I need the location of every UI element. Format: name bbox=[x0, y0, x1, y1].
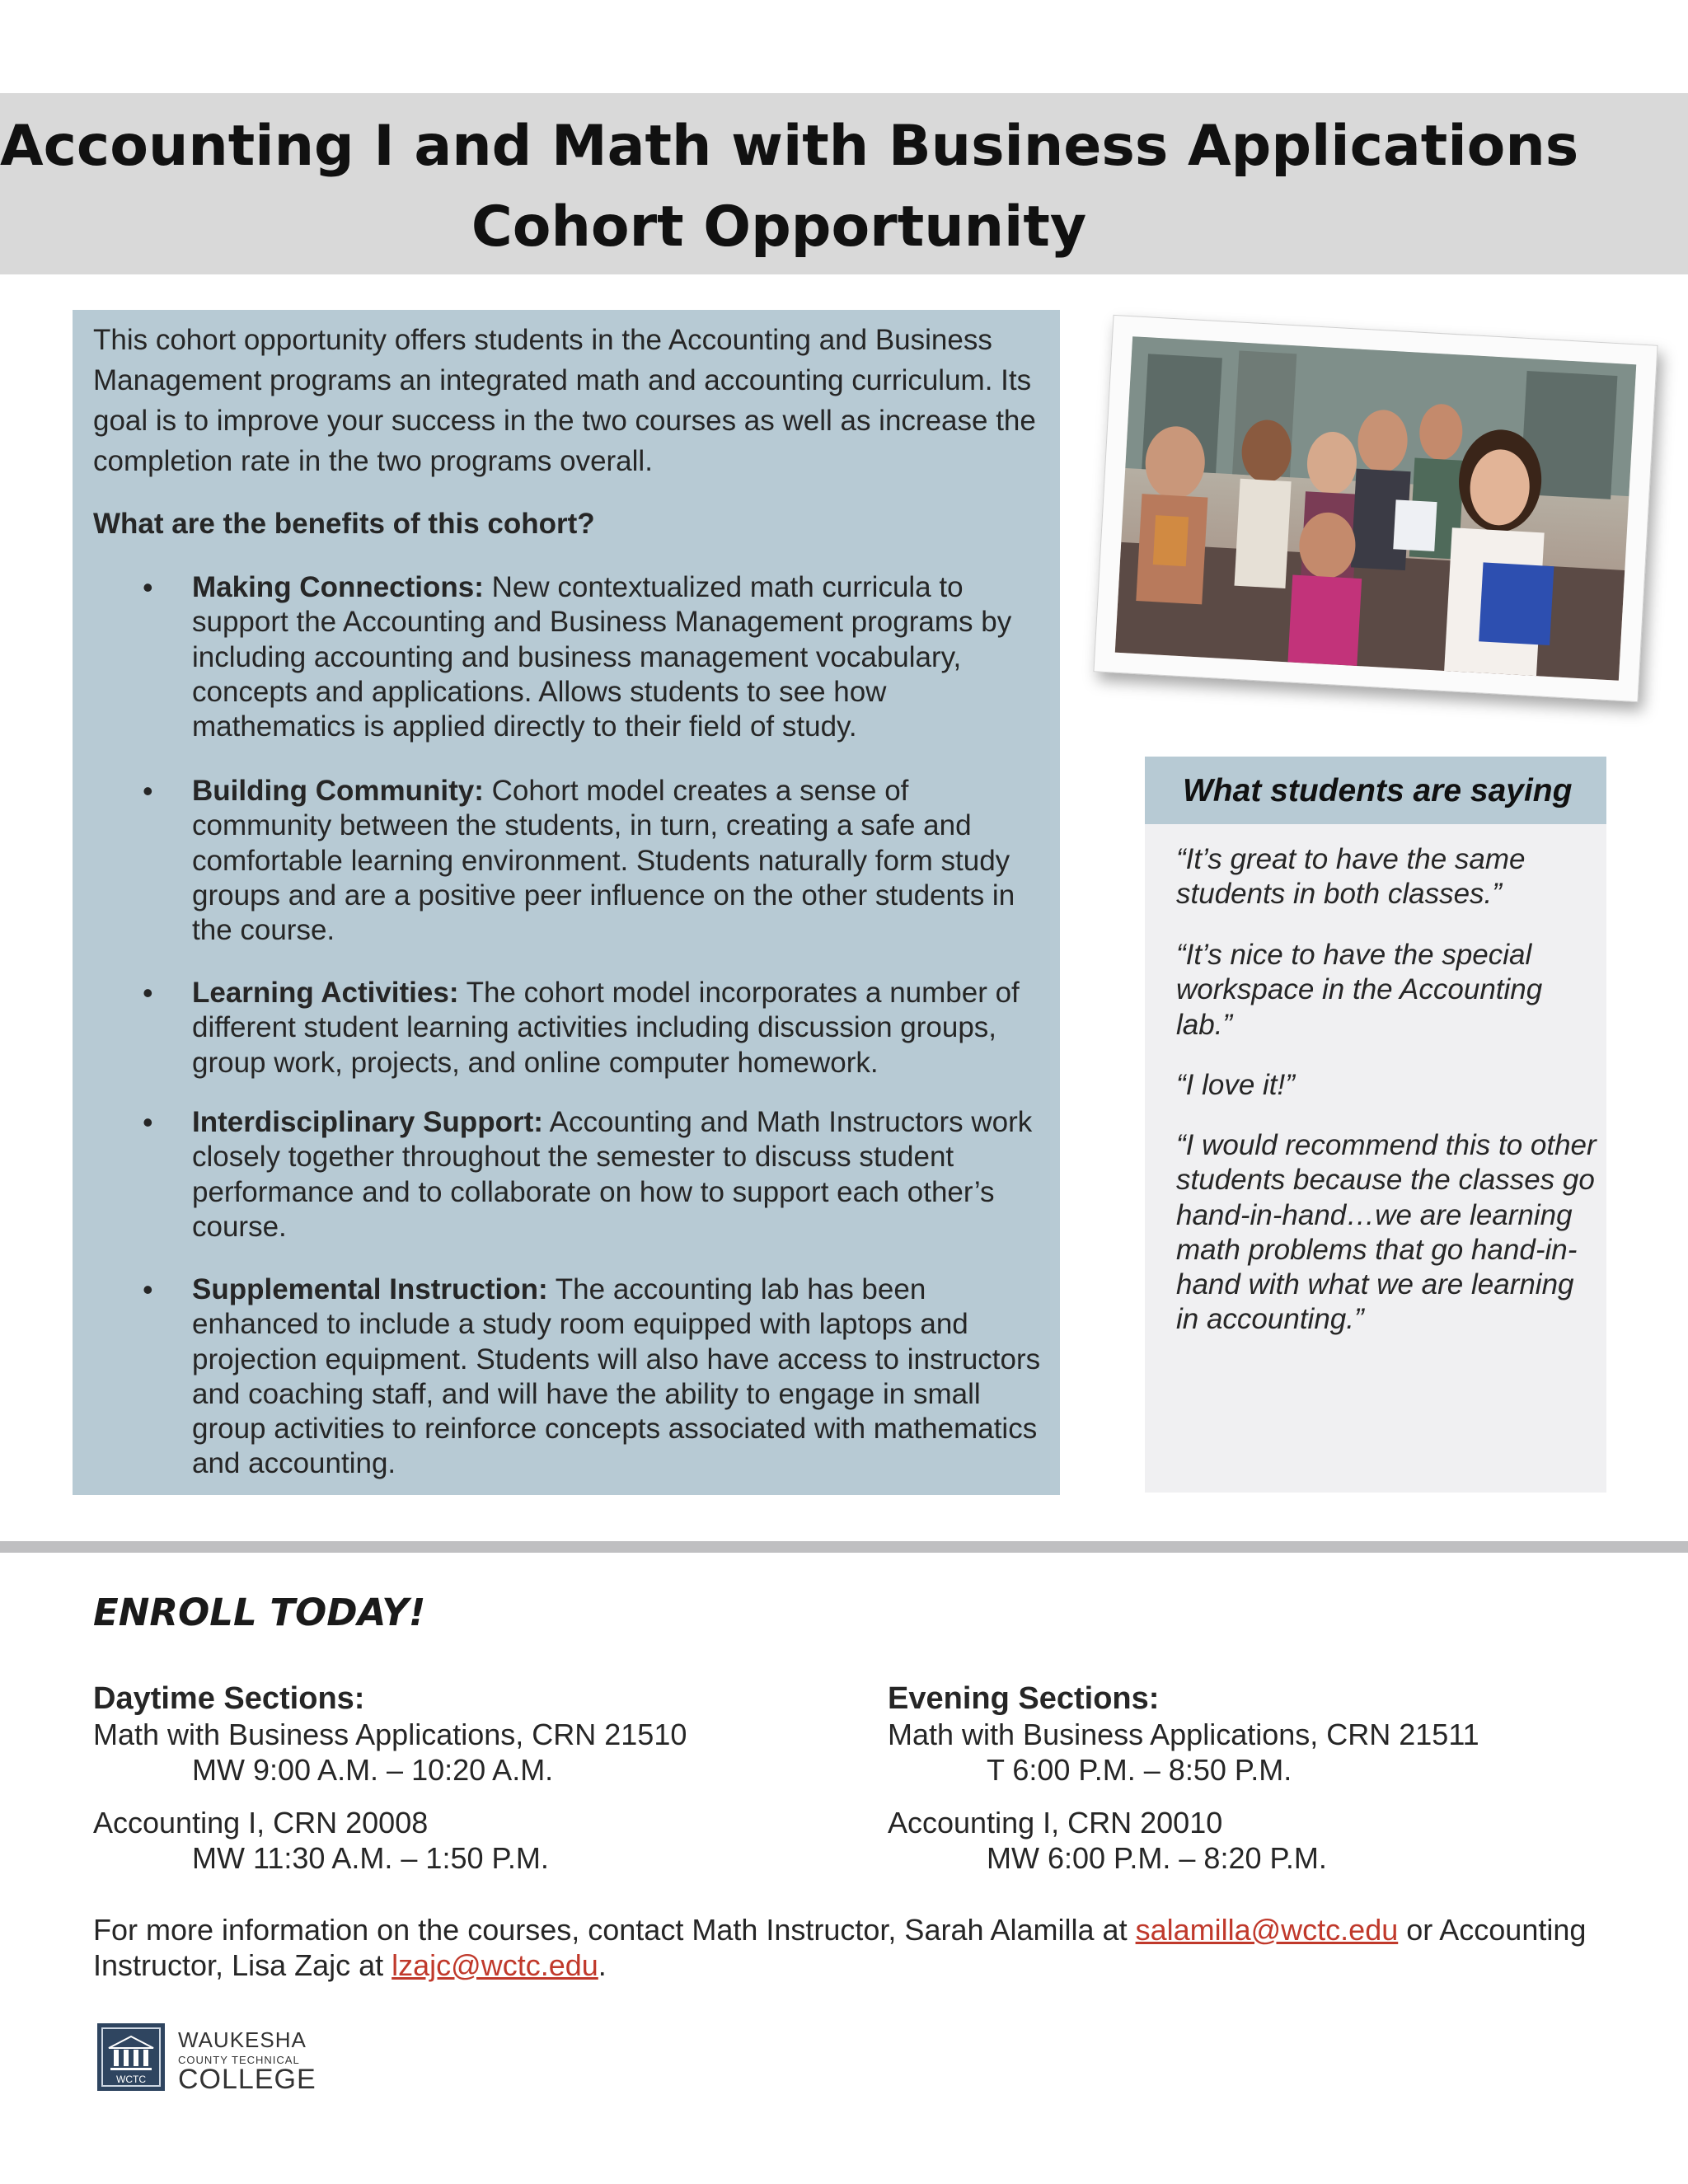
logo-abbr: WCTC bbox=[116, 2074, 146, 2085]
page-title-line1: Accounting I and Math with Business Applications bbox=[0, 114, 1579, 179]
students-photo bbox=[1115, 336, 1636, 681]
wctc-logo-icon bbox=[97, 2023, 165, 2091]
daytime-sections-heading: Daytime Sections: bbox=[93, 1681, 365, 1716]
testimonials-title: What students are saying bbox=[1183, 773, 1573, 808]
bullet-icon: • bbox=[143, 1272, 153, 1306]
students-photo-frame bbox=[1093, 315, 1658, 702]
testimonial-quote: “It’s nice to have the special workspace in the Accounting lab.” bbox=[1176, 939, 1543, 1041]
evening-course-math: Math with Business Applications, CRN 21511 bbox=[888, 1718, 1479, 1751]
students-photo-art bbox=[1115, 336, 1636, 681]
logo-line3: COLLEGE bbox=[178, 2064, 316, 2095]
evening-time-accounting: MW 6:00 P.M. – 8:20 P.M. bbox=[987, 1841, 1327, 1875]
daytime-course-accounting: Accounting I, CRN 20008 bbox=[93, 1806, 429, 1840]
benefit-title: Interdisciplinary Support: bbox=[192, 1106, 543, 1138]
benefit-title: Learning Activities: bbox=[192, 977, 459, 1009]
evening-course-accounting: Accounting I, CRN 20010 bbox=[888, 1806, 1223, 1840]
enroll-heading: ENROLL TODAY! bbox=[93, 1591, 426, 1634]
benefit-text: New contextualized math curricula to support the Accounting and Business Management programs by including accounting and business management vocabulary, concepts and applications. Allows students to see how mathematics is applied directly to their field of study. bbox=[192, 571, 1012, 743]
logo-line1: WAUKESHA bbox=[178, 2027, 307, 2052]
intro-paragraph: This cohort opportunity offers students in the Accounting and Business Management programs an integrated math and accounting curriculum. Its goal is to improve your success in the two courses as well as increase the completion rate in the two programs overall. bbox=[93, 324, 1036, 477]
section-divider bbox=[0, 1541, 1688, 1553]
accounting-instructor-email-link[interactable]: lzajc@wctc.edu bbox=[392, 1948, 598, 1982]
contact-info bbox=[93, 1912, 1618, 1983]
testimonial-quote: “I love it!” bbox=[1176, 1069, 1295, 1101]
evening-time-math: T 6:00 P.M. – 8:50 P.M. bbox=[987, 1753, 1292, 1787]
benefit-title: Building Community: bbox=[192, 775, 484, 807]
benefits-heading: What are the benefits of this cohort? bbox=[93, 508, 595, 540]
math-instructor-email-link[interactable]: salamilla@wctc.edu bbox=[1135, 1913, 1399, 1947]
benefit-text: The accounting lab has been enhanced to include a study room equipped with laptops and projection equipment. Students will also have access to instructors and coaching staff, and will have the ability to engage in small group activities to reinforce concepts associated with mathematics and accounting. bbox=[192, 1273, 1041, 1480]
daytime-course-math: Math with Business Applications, CRN 21510 bbox=[93, 1718, 687, 1751]
testimonial-quote: “I would recommend this to other students because the classes go hand-in-hand…we are learning math problems that go hand-in-hand with what we are learning in accounting.” bbox=[1176, 1129, 1597, 1336]
daytime-time-math: MW 9:00 A.M. – 10:20 A.M. bbox=[192, 1753, 554, 1787]
benefit-item bbox=[143, 774, 1041, 948]
benefit-title: Supplemental Instruction: bbox=[192, 1273, 548, 1305]
benefit-text: Cohort model creates a sense of community between the students, in turn, creating a safe and comfortable learning environment. Students naturally form study groups and are a positive peer influence on the other students in the course. bbox=[192, 775, 1015, 947]
benefit-item bbox=[143, 1105, 1041, 1244]
testimonial-quote: “It’s great to have the same students in both classes.” bbox=[1176, 843, 1526, 911]
college-building-icon bbox=[97, 2023, 165, 2091]
benefit-text: The cohort model incorporates a number of different student learning activities including discussion groups, group work, projects, and online computer homework. bbox=[192, 977, 1020, 1079]
contact-text: or Accounting Instructor, Lisa Zajc at bbox=[93, 1913, 1587, 1982]
benefit-title: Making Connections: bbox=[192, 571, 484, 603]
bullet-icon: • bbox=[143, 1105, 153, 1139]
contact-text: . bbox=[598, 1948, 607, 1982]
logo-line2: COUNTY TECHNICAL bbox=[178, 2054, 300, 2066]
bullet-icon: • bbox=[143, 774, 153, 808]
benefit-item bbox=[143, 570, 1041, 744]
bullet-icon: • bbox=[143, 570, 153, 604]
page-title-line2: Cohort Opportunity bbox=[471, 194, 1087, 260]
benefit-item bbox=[143, 976, 1041, 1080]
contact-text: For more information on the courses, contact Math Instructor, Sarah Alamilla at bbox=[93, 1913, 1136, 1947]
evening-sections-heading: Evening Sections: bbox=[888, 1681, 1160, 1716]
benefit-text: Accounting and Math Instructors work closely together throughout the semester to discuss student performance and to collaborate on how to support each other’s course. bbox=[192, 1106, 1033, 1243]
bullet-icon: • bbox=[143, 976, 153, 1010]
benefit-item bbox=[143, 1272, 1041, 1482]
daytime-time-accounting: MW 11:30 A.M. – 1:50 P.M. bbox=[192, 1841, 549, 1875]
